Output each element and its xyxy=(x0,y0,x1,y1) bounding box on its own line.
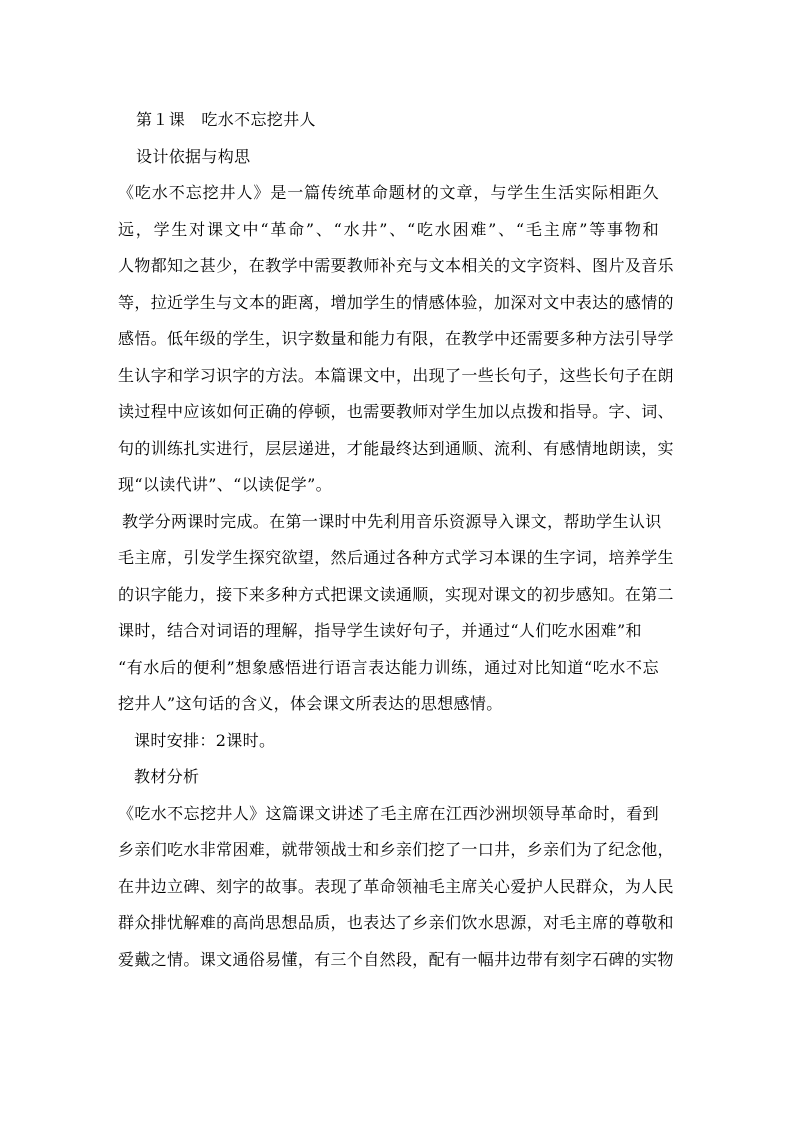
paragraph-line: 课时，结合对词语的理解，指导学生读好句子，并通过“人们吃水困难”和 xyxy=(118,621,642,640)
paragraph-line: 远，学生对课文中“革命”、“水井”、“吃水困难”、“毛主席”等事物和 xyxy=(118,219,659,239)
paragraph-line: 生认字和学习识字的方法。本篇课文中，出现了一些长句子，这些长句子在朗 xyxy=(118,365,674,385)
paragraph-line: 毛主席，引发学生探究欲望，然后通过各种方式学习本课的生字词，培养学生 xyxy=(118,548,674,567)
paragraph-line: 感悟。低年级的学生，识字数量和能力有限，在教学中还需要多种方法引导学 xyxy=(118,329,674,348)
paragraph-line: “有水后的便利”想象感悟进行语言表达能力训练，通过对比知道“吃水不忘 xyxy=(118,657,659,677)
document-body xyxy=(118,102,674,978)
paragraph-line: 乡亲们吃水非常困难，就带领战士和乡亲们挖了一口井，乡亲们为了纪念他， xyxy=(118,840,674,859)
lesson-title: 第１课 吃水不忘挖井人 xyxy=(136,110,316,129)
paragraph-line: 读过程中应该如何正确的停顿，也需要教师对学生加以点拨和指导。字、词、 xyxy=(118,402,674,421)
paragraph-line: 群众排忧解难的高尚思想品质，也表达了乡亲们饮水思源，对毛主席的尊敬和 xyxy=(118,913,674,932)
paragraph-design-rationale xyxy=(118,175,674,504)
paragraph-line: 挖井人”这句话的含义，体会课文所表达的思想感情。 xyxy=(118,694,503,713)
paragraph-material-analysis xyxy=(118,796,674,979)
paragraph-line: 人物都知之甚少，在教学中需要教师补充与文本相关的文字资料、图片及音乐 xyxy=(118,256,674,275)
section-heading-analysis: 教材分析 xyxy=(134,767,200,786)
paragraph-line: 现“以读代讲”、“以读促学”。 xyxy=(118,475,332,494)
paragraph-line: 句的训练扎实进行，层层递进，才能最终达到通顺、流利、有感情地朗读，实 xyxy=(118,438,674,458)
paragraph-line: 《吃水不忘挖井人》是一篇传统革命题材的文章，与学生生活实际相距久 xyxy=(118,183,659,202)
paragraph-line: 教学分两课时完成。在第一课时中先利用音乐资源导入课文，帮助学生认识 xyxy=(122,511,662,531)
paragraph-line: 《吃水不忘挖井人》这篇课文讲述了毛主席在江西沙洲坝领导革命时，看到 xyxy=(118,803,659,823)
paragraph-line: 的识字能力，接下来多种方式把课文读通顺，实现对课文的初步感知。在第二 xyxy=(118,584,674,604)
class-schedule: 课时安排：2课时。 xyxy=(134,730,276,750)
paragraph-teaching-plan xyxy=(118,504,674,723)
section-heading-design: 设计依据与构思 xyxy=(136,146,251,166)
paragraph-line: 在井边立碑、刻字的故事。表现了革命领袖毛主席关心爱护人民群众，为人民 xyxy=(118,876,674,896)
paragraph-line: 爱戴之情。课文通俗易懂，有三个自然段，配有一幅井边带有刻字石碑的实物 xyxy=(118,949,674,969)
paragraph-line: 等，拉近学生与文本的距离，增加学生的情感体验，加深对文中表达的感情的 xyxy=(118,292,674,312)
